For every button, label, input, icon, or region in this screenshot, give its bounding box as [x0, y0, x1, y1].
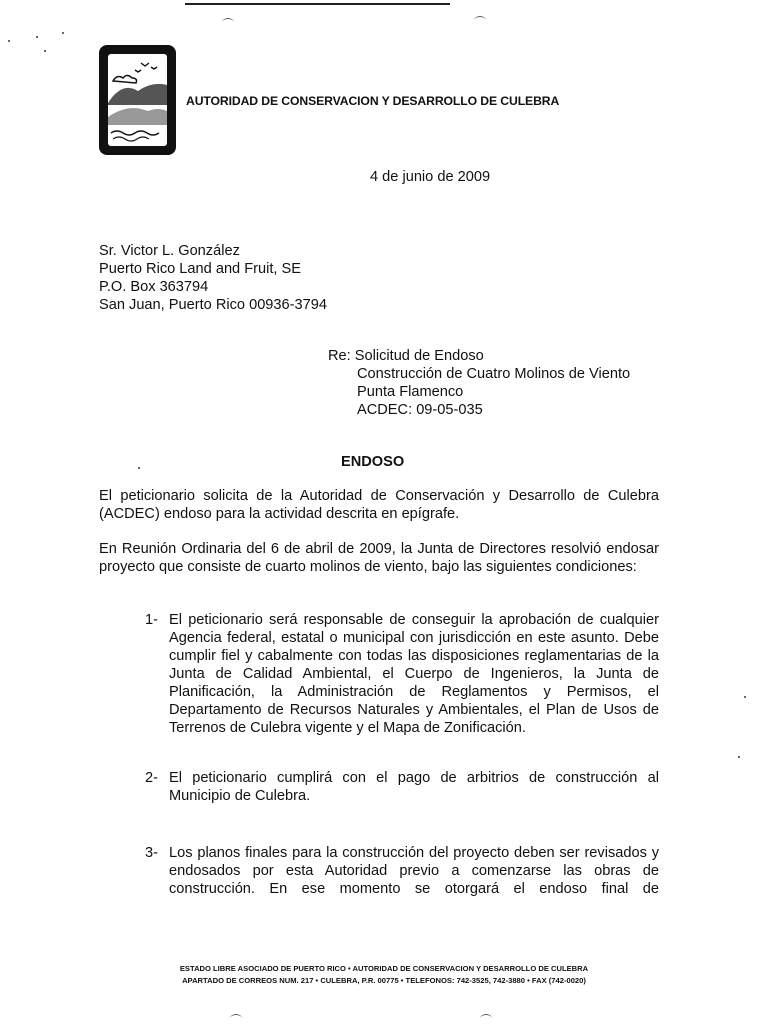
hole-punch-mark [480, 1014, 492, 1023]
reference-label: Re: Solicitud de Endoso [328, 348, 484, 364]
letter-date: 4 de junio de 2009 [370, 169, 491, 185]
reference-line: Punta Flamenco [357, 384, 464, 400]
recipient-company: Puerto Rico Land and Fruit, SE [99, 261, 301, 277]
footer-line: APARTADO DE CORREOS NUM. 217 • CULEBRA, P.R. 00775 • TELEFONOS: 742-3525, 742-3880 • FAX (742-0020) [182, 976, 586, 985]
reference-line: ACDEC: 09-05-035 [357, 402, 483, 418]
recipient-city: San Juan, Puerto Rico 00936-3794 [99, 297, 327, 313]
scan-speck [738, 756, 740, 758]
hole-punch-mark [474, 16, 486, 25]
organization-name: AUTORIDAD DE CONSERVACION Y DESARROLLO DE CULEBRA [186, 94, 560, 108]
condition-number: 1- [145, 612, 158, 628]
condition-number: 2- [145, 770, 158, 786]
scan-speck [138, 467, 140, 469]
condition-text: El peticionario cumplirá con el pago de arbitrios de construcción al Municipio de Culebra. [169, 770, 659, 804]
scan-speck [44, 50, 46, 52]
scan-speck [36, 36, 38, 38]
condition-text: Los planos finales para la construcción del proyecto deben ser revisados y endosados por esta Autoridad previo a comenzarse las obras de construcción. En ese momento se otorgará el endoso final de [169, 845, 659, 897]
hole-punch-mark [222, 18, 234, 27]
recipient-address [99, 242, 327, 314]
footer-line: ESTADO LIBRE ASOCIADO DE PUERTO RICO • AUTORIDAD DE CONSERVACION Y DESARROLLO DE CULEBRA [179, 964, 589, 973]
scan-speck [62, 32, 64, 34]
scan-speck [744, 696, 746, 698]
culebra-landscape-logo-icon [99, 45, 176, 155]
body-paragraph: En Reunión Ordinaria del 6 de abril de 2009, la Junta de Directores resolvió endosar proyecto que consiste de cuarto molinos de viento, bajo las siguientes condiciones: [99, 541, 659, 575]
condition-text: El peticionario será responsable de conseguir la aprobación de cualquier Agencia federal, estatal o municipal con jurisdicción en este asunto. Debe cumplir fiel y cabalmente con todas las disposiciones reglamentarias de la Junta de Calidad Ambiental, el Cuerpo de Ingenieros, la Junta de Planificación, la Administración de Reglamentos y Permisos, el Departamento de Recursos Naturales y Ambientales, el Plan de Usos de Terrenos de Culebra vigente y el Mapa de Zonificación. [169, 612, 659, 736]
condition-number: 3- [145, 845, 158, 861]
document-title: ENDOSO [341, 454, 405, 470]
body-paragraph: El peticionario solicita de la Autoridad de Conservación y Desarrollo de Culebra (ACDEC) endoso para la actividad descrita en epígrafe. [99, 488, 659, 522]
reference-lines [357, 365, 630, 419]
recipient-name: Sr. Victor L. González [99, 243, 240, 259]
scan-speck [8, 40, 10, 42]
hole-punch-mark [230, 1014, 242, 1023]
reference-line: Construcción de Cuatro Molinos de Viento [357, 366, 631, 382]
scan-top-rule [185, 3, 450, 5]
recipient-po-box: P.O. Box 363794 [99, 279, 209, 295]
